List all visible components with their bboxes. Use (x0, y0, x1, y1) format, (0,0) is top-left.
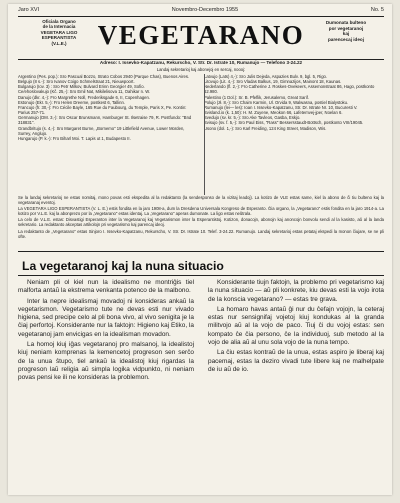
listing-entry: Hungarujo (P. k.-): Fro Biharl Moi. T. Lapis ut 1, Budapesto II. (18, 135, 131, 141)
article-paragraph: Konsiderante tiujn faktojn, la problemo pri vegetarismo kaj la nuna situacio — aŭ pli konkrete, kiu devas esti la vojo irota de la konscia vegetarano? — estas tre grava. (208, 279, 384, 303)
issue-date: Novembro-Decembro 1955 (171, 7, 239, 13)
article-title: La vegetaranoj kaj la nuna situacio (22, 259, 224, 273)
masthead-right-line: por vegetaranoj (328, 25, 364, 31)
info-paragraph: La VEGETARA LIGO ESPERANTISTA (V. L. E.) estis fondita en la jaro 1908-a, dum la Dresdena Universala Kongreso de Esperanto. Ĝia organo, la „Vegetarano" estis fondita en la jaro 1914-a. La kotizo por V.L.E. kaj la abonprezo por la „Vegetarano" estas identaj. La „Vegetarano" aperas dumonate. La ligo estas neŭtrala. (18, 206, 384, 217)
article-paragraph: La homoj kiuj iĝas vegetaranoj pro malsanoj, la idealistoj kiuj neniam komprenas la kemencetoj progreson sen serĉo de la unua ŝtupo, tiel ankaŭ la idealistoj kiuj rigardas la progreson laŭ religia aŭ simpla logika vidpunkto, ni neniam povas pensi ke ili ne konsideras la problemon. (18, 341, 194, 382)
listing-entry: Ce/ehoslovakujo (Kč. 25,-): Sro Emil Nat, Mikilelisova 11, Oahikar n. W. (18, 89, 151, 95)
listing-entry: Bulgarujo (Iov. 3) : Sro Petr Milkov, Bulvard Erinn Georgie! 49, Sofio. (18, 84, 145, 90)
listing-entry: Polujo (zł. 8,-): Sro Chaim Karmin, Ul. Orvida 9, Walwasna, postiel Bialystoku. (204, 99, 349, 105)
listing-entry: Nederlando (fl. 2,-): Fro Catherine J. Roskes-Ovekeers, Assemonstraat 86, Hago, postkonto 62.980. (204, 84, 375, 95)
listing-entry: Rumanujo (lei— les): Ioan I. Issevko-Kapatzanu, Str. Dr. Istrate Nr. 10, Bucuresti V. (204, 104, 358, 110)
masthead-left-line: VEGETARA LIGO (40, 29, 78, 35)
listing-entry: Estonujo (Ekr. 5,-): Fro Helen Dreeme, postkest 6, Tallinn. (18, 99, 125, 105)
masthead-right-line: kaj (342, 31, 350, 37)
listing-entry: Svedujo (sv. kr. 5,-): Sro Ake Tavleos, Gasba, Eskjo. (204, 115, 301, 121)
article-body (18, 279, 384, 385)
listing-entry: Latvujo (Lats) 4,-): Sro Julis Dejeda, Aspazies Bulv. 9, bgl. 5, Rigo. (204, 74, 328, 79)
listing-right-column (204, 74, 384, 141)
listing-entry: Francujo (fr. 30,-): Fro Cécile Bayle, 165 Rue du Faubourg, du Temple, Paris X, Pe. Kontin: Parius 257-71. (18, 104, 187, 116)
listing-entry: Svisujo (sv. f. 5,-): Sro Paul Eiss, "Rass" Bessersstaudt-Bottsch, postkonto VIII/19045. (204, 120, 364, 126)
newsletter-title: VEGETARANO (97, 20, 305, 50)
newsletter-page (8, 4, 392, 495)
info-paragraph: Se la landaj sekretarioj ne estas nomitaj, mono povas esti ekspedita al la redaktanto (la sendesponso de la vizitaj leadoj). La kotizo de VLE estas same, kiel la abono de ĉi tiu bulteno kaj la vegetaranaj eventoj. (18, 195, 384, 206)
masthead-left-line: ESPERANTISTA (41, 35, 77, 41)
masthead-right-line: Dumonata bulteno (325, 20, 367, 25)
section-rule-bottom (18, 275, 384, 276)
listing-entry: Svisland.io (k. 1,50): H. M. Zuyene, Meokon 66, Lafetemvej-jper, Noelan 6. (204, 110, 343, 116)
issue-number: No. 5 (370, 7, 384, 13)
listing-entry: Palestino (1 Dol.): Sr. B. Pfeflik, Jerusalemo, Great Sarif. (204, 94, 309, 100)
listing-entry: Litovujo (Lit. 4,-): Sro Vladas Balkus, 19, Gimnazijos, Mainont 18, Kaunas. (204, 79, 342, 85)
masthead-left-line: Oficiala Organo (42, 19, 76, 24)
issue-line (18, 7, 384, 15)
masthead-right-line: parencecaj ideoj (327, 36, 364, 42)
top-rule (18, 16, 384, 17)
listing-entry: Germanujo (DM. 3,-): Sro Oscar Brunsmann, Hamburger St. Ilsetraise 79, R. Postfundo: "Bnd 318831". (18, 115, 192, 126)
listing-entry: Usono (dol. 1,-): Sro Karl Freiding, 124 King Street, Madison, Wis. (204, 125, 327, 131)
listing-subtitle: Landaj sekretarioj kaj abonejoj en sercaj, noooj: (156, 67, 246, 72)
masthead-right-box (308, 20, 384, 42)
masthead-left-line: (V.L.E.) (51, 40, 67, 46)
info-notes (18, 195, 384, 240)
listing-columns (18, 74, 384, 141)
listing-entry: Argentino (Pes. pop.): Sro Pascual Bozzo, Strato Cobos 2940 (Parque Chas), Buenos Aires. (18, 74, 190, 79)
info-paragraph: La redaktanto de „Vegetarano" estas Sinjoro I. Issevko-Kapatzanu, Rekurscho, V. Str. Dr. Istrate 10. Telef. 3-24.22. Rumanujo. Landaj sekretarioj estas petataj ekspedi la monon ĉiujare, se ne pli ofte. (18, 228, 384, 239)
article-paragraph: La homaro havas antaŭ ĝi nur du ĉefajn vojojn, la ceteraj estas nur sensignifaj vojetoj kiuj kondukas al la granda militvojo aŭ al la vojo de paco. Tiuj ĉi du vojoj estas: sen kompato ĉe ĉia persono, ĉe la individuoj, sub metodo al la vojo de alia aŭ al unu sola vojo de la nuna tempo. (208, 305, 384, 347)
masthead-left-line: de la Internacia (42, 24, 76, 30)
listing-entry: Grandbritujo (s. 4,-): Sro Margaret Burne, „Bornemo" 19 Littlefield Avenue, Lower Morden, Surrey, Anglujo. (18, 125, 185, 136)
section-rule-top (18, 251, 384, 252)
volume-label: Jaro XVI (18, 7, 40, 13)
article-right-column (208, 279, 384, 385)
listing-column-divider (204, 74, 205, 195)
listing-entry: Belgujo (8 s.-): Sro Ivanov Coigo Schmelstraat 21, Nieuwpoort. (18, 79, 135, 85)
article-paragraph: Neniam pli ol kiel nun la idealismo ne montriĝis tiel malforta antaŭ la ekstrema venkanta potenco de la malbono. (18, 279, 194, 295)
listing-left-column (18, 74, 198, 141)
masthead (18, 18, 384, 60)
article-left-column (18, 279, 194, 385)
info-paragraph: La celo de V.L.E. estas: Disvastigi Esperanton inter la Vegetaranoj kaj Vegetarismon inter la Esperantistoj. Kotizon, donacojn, abonojn kaj anoncojn bonvolu sendi al la kasisto, aŭ al la landa sekretario. La redaktanto akceptas artikolojn pri vegetarismo kaj parencaj ideoj. (18, 217, 384, 228)
article-paragraph: Inter la nepre idealismaj movadoj ni konsideras ankaŭ la vegetarismon. Vegetarismo tute ne devas esti nur vivado higiena, sed precipe celo al pli bona vivo, al vivo senigita je la ĉiaj perfortoj. Konsiderante nur la faktojn: Higieno kaj Etiko, la vegetaranoj jam envicigas en la idealisman movadon. (18, 297, 194, 338)
article-paragraph: La ĉiu estas kontraŭ de la unua, estas aspiro je liberaj kaj pacemaj, estas la deziro vivadi tute libere kaj ne malhelpate de iu aŭ de io. (208, 349, 384, 373)
listing-entry: Danujo (dkr. 4,-): Fro Margrethe Noll, Frederiksgade 6, II, Copenhagen. (18, 94, 150, 100)
address-line: Adreso: I. Issevko-Kapatzanu, Rekurscho, V. Str. Dr. Istrate 10, Rumanujo — Telefono 3-24.22 (99, 60, 303, 65)
